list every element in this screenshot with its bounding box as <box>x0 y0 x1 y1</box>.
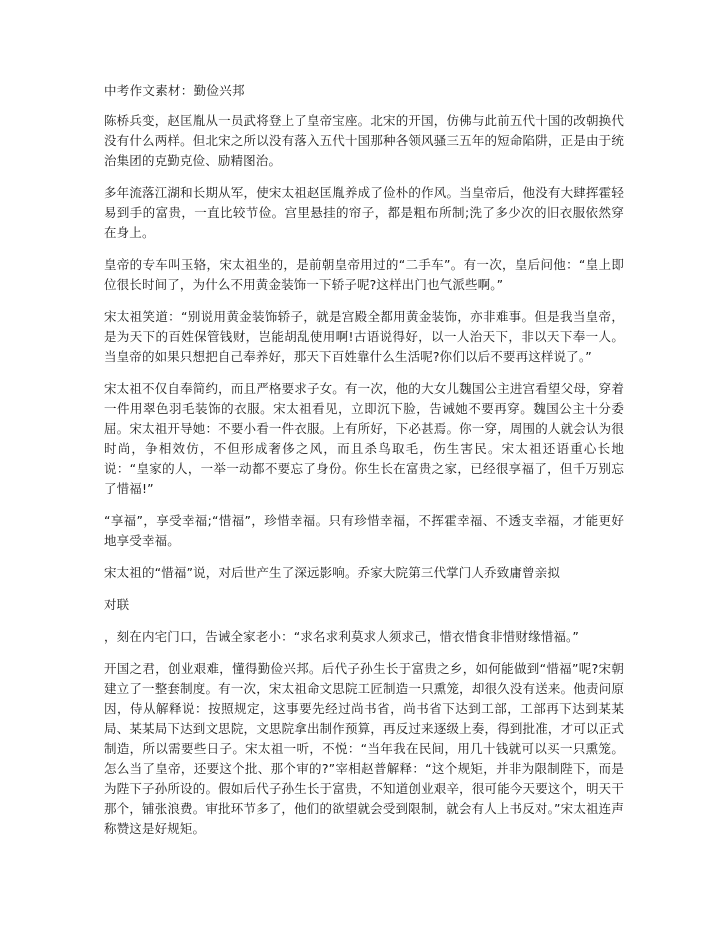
paragraph-10: 开国之君，创业艰难，懂得勤俭兴邦。后代子孙生长于富贵之乡，如何能做到“惜福”呢?宋朝建立了一整套制度。有一次，宋太祖命文思院工匠制造一只熏笼，却很久没有送来。他责问原因，侍从解释说：按照规定，这事要先经过尚书省，尚书省下达到工部，工部再下达到某某局、某某局下达到文思院，文思院拿出制作预算，再反过来逐级上奏，得到批准，才可以正式制造，所以需要些日子。宋太祖一听，不悦：“当年我在民间，用几十钱就可以买一只熏笼。怎么当了皇帝，还要这个批、那个审的?”宰相赵普解释：“这个规矩，并非为限制陛下，而是为陛下子孙所设的。假如后代子孙生长于富贵，不知道创业艰辛，很可能今天要这个，明天干那个，铺张浪费。审批环节多了，他们的欲望就会受到限制，就会有人上书反对。”宋太祖连声称赞这是好规矩。 <box>104 661 624 836</box>
paragraph-2: 多年流落江湖和长期从军，使宋太祖赵匡胤养成了俭朴的作风。当皇帝后，他没有大肆挥霍轻易到手的富贵，一直比较节俭。宫里悬挂的帘子，都是粗布所制;洗了多少次的旧衣服依然穿在身上。 <box>104 185 624 240</box>
paragraph-4: 宋太祖笑道：“别说用黄金装饰轿子，就是宫殿全都用黄金装饰，亦非难事。但是我当皇帝，是为天下的百姓保管钱财，岂能胡乱使用啊!古语说得好，以一人治天下，非以天下奉一人。当皇帝的如果只想把自己奉养好，那天下百姓靠什么生活呢?你们以后不要再这样说了。” <box>104 309 624 364</box>
paragraph-6: “享福”，享受幸福;“惜福”，珍惜幸福。只有珍惜幸福，不挥霍幸福、不透支幸福，才能更好地享受幸福。 <box>104 513 624 548</box>
document-page <box>104 82 624 851</box>
paragraph-1: 陈桥兵变，赵匡胤从一员武将登上了皇帝宝座。北宋的开国，仿佛与此前五代十国的改朝换代没有什么两样。但北宋之所以没有落入五代十国那种各领风骚三五年的短命陷阱，正是由于统治集团的克勤克俭、励精图治。 <box>104 113 624 168</box>
paragraph-5: 宋太祖不仅自奉简约，而且严格要求子女。有一次，他的大女儿魏国公主进宫看望父母，穿着一件用翠色羽毛装饰的衣服。宋太祖看见，立即沉下脸，告诫她不要再穿。魏国公主十分委屈。宋太祖开导她：不要小看一件衣服。上有所好，下必甚焉。你一穿，周围的人就会认为很时尚，争相效仿，不但形成奢侈之风，而且杀鸟取毛，伤生害民。宋太祖还语重心长地说：“皇家的人，一举一动都不要忘了身份。你生长在富贵之家，已经很享福了，但千万别忘了惜福!” <box>104 381 624 496</box>
paragraph-8: 对联 <box>104 597 130 612</box>
paragraph-3: 皇帝的专车叫玉辂，宋太祖坐的，是前朝皇帝用过的“二手车”。有一次，皇后问他：“皇上即位很长时间了，为什么不用黄金装饰一下轿子呢?这样出门也气派些啊。” <box>104 257 624 292</box>
paragraph-7: 宋太祖的“惜福”说，对后世产生了深远影响。乔家大院第三代掌门人乔致庸曾亲拟 <box>104 565 561 580</box>
paragraph-9: ，刻在内宅门口，告诫全家老小：“求名求利莫求人须求己，惜衣惜食非惜财缘惜福。” <box>104 629 580 644</box>
document-title: 中考作文素材：勤俭兴邦 <box>104 83 245 98</box>
